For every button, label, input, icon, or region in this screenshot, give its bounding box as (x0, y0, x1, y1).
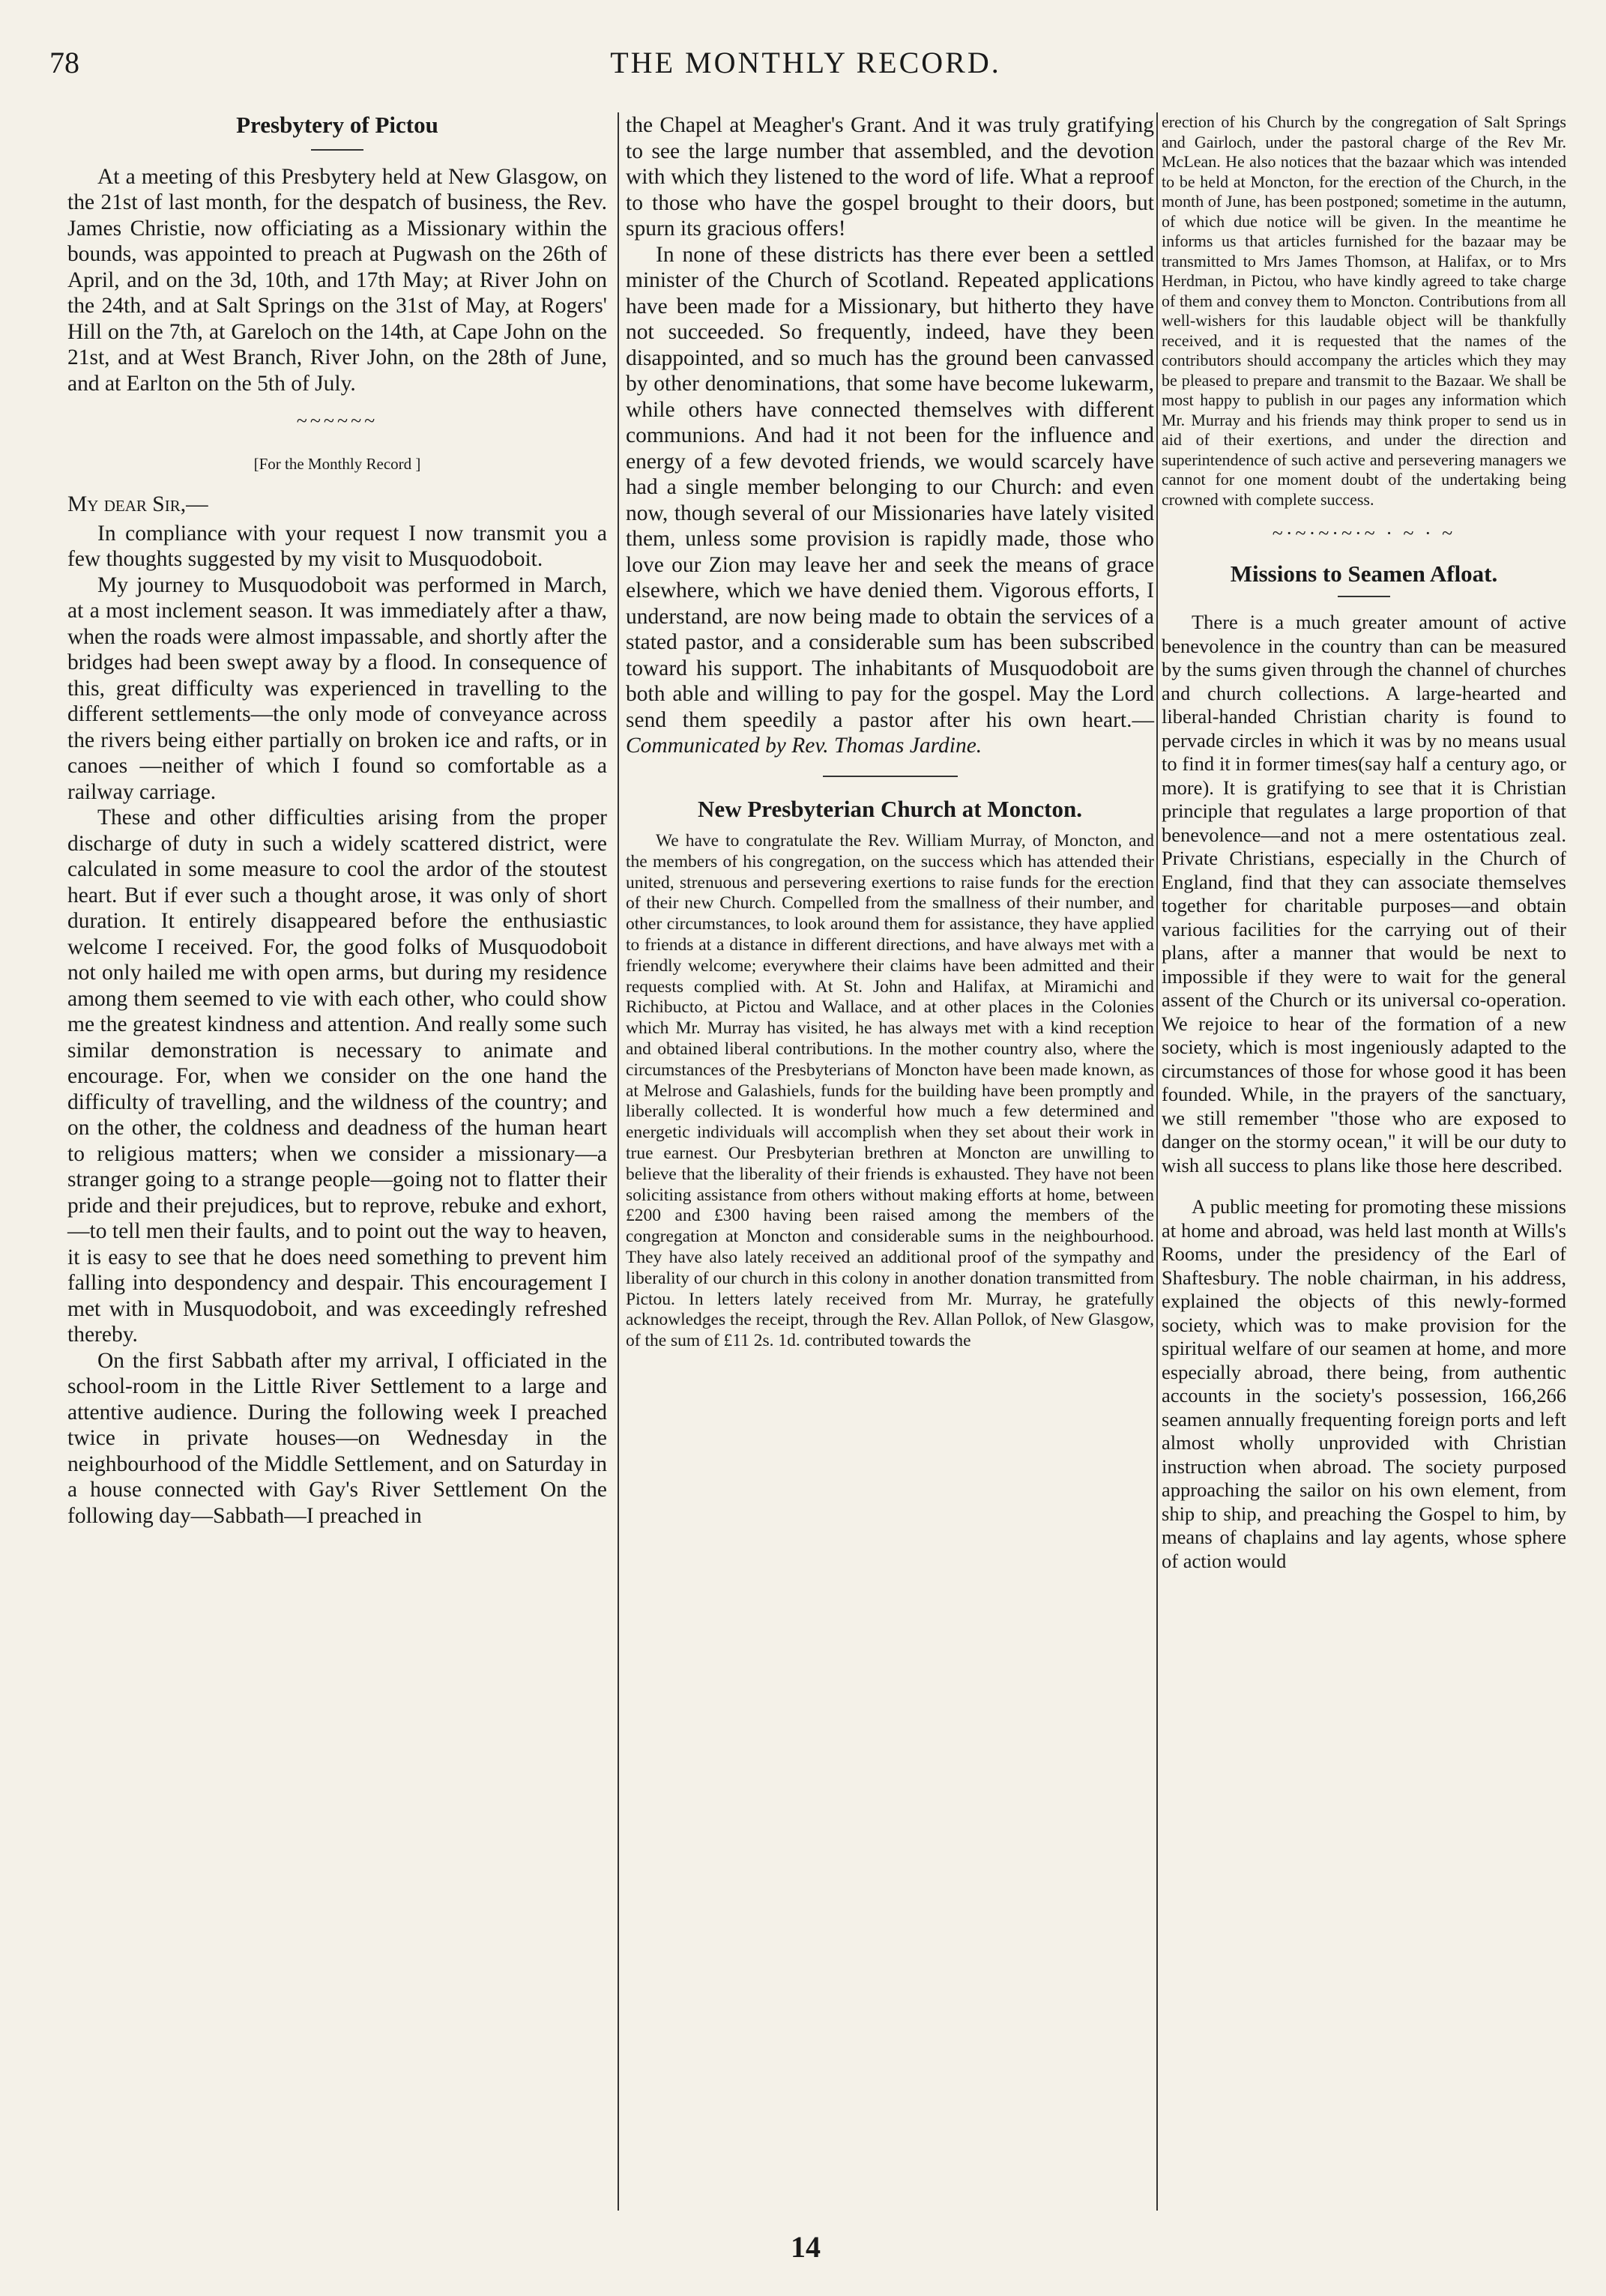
bazaar-paragraph: erection of his Church by the congregation of Salt Springs and Gairloch, under the pastoral charge of the Rev Mr. McLean. He also notices that the bazaar which was intended to be held at Moncton, for the erection of the Church, in the month of June, has been postponed; sometime in the autumn, of which due notice will be given. In the meantime he informs us that articles furnished for the bazaar may be transmitted to Mrs James Thomson, at Halifax, or to Mrs Herdman, in Pictou, who have kindly agreed to take charge of them and convey them to Moncton. Contributions from all well-wishers for this laudable object will be thankfully received, and it is requested that the names of the contributors should accompany the articles which they may be pleased to prepare and transmit to the Bazaar. We shall be most happy to publish in our pages any information which Mr. Murray and his friends may think proper to send us in aid of their exertions, and under the direction and superintendence of such active and persevering managers we cannot for one moment doubt of the undertaking being crowned with complete success. (1162, 112, 1566, 509)
newspaper-page (45, 30, 1566, 2263)
section-ornament-2: ~·~·~·~·~ · ~ · ~ (1272, 522, 1456, 544)
page-header (45, 45, 1566, 90)
running-title: THE MONTHLY RECORD. (610, 46, 1001, 79)
seamen-paragraph-1: There is a much greater amount of active benevolence in the country than can be measured by the sums given through the channel of churches and church collections. A large-hearted and liberal-handed Christian charity is found to pervade circles in which it was by no means usual to find it in former times(say half a century ago, or more). It is gratifying to see that it is Christian principle that regulates a large proportion of that benevolence—and not a mere ostentatious zeal. Private Christians, especially in the Church of England, find that they can associate themselves together for charitable purposes—and obtain various facilities for the carrying out of their plans, after a manner that would be next to impossible if they were to wait for the general assent of the Church or its universal co-operation. We rejoice to hear of the formation of a new society, which is most ingeniously adapted to the circumstances of those for whose good it has been founded. While, in the prayers of the sanctuary, we still remember "those who are exposed to danger on the stormy ocean," it will be our duty to wish all success to plans like those here described. (1162, 611, 1566, 1176)
for-monthly-record-note: [For the Monthly Record ] (253, 454, 421, 473)
column-rule-left (618, 112, 619, 2211)
letter-paragraph-4: On the first Sabbath after my arrival, I officiated in the school-room in the Little River Settlement to a large and attentive audience. During the following week I preached twice in private houses—on Wednesday in the neighbourhood of the Middle Settlement, and on Saturday in a house connected with Gay's River Settlement On the following day—Sabbath—I preached in (67, 1348, 607, 1528)
spacer (1162, 1177, 1566, 1195)
heading-dash (311, 149, 363, 151)
signature-number: 14 (791, 2230, 821, 2264)
presbytery-paragraph: At a meeting of this Presbytery held at New Glasgow, on the 21st of last month, for the despatch of business, the Rev. James Christie, now officiating as a Missionary within the bounds, was appointed to preach at Pugwash on the 26th of April, and on the 3d, 10th, and 17th May; at River John on the 24th, and at Salt Springs on the 31st of May, at Rogers' Hill on the 7th, at Gareloch on the 14th, at Cape John on the 21st, and at West Branch, River John, on the 28th of June, and at Earlton on the 5th of July. (67, 164, 607, 396)
column-rule-right (1156, 112, 1158, 2211)
section-ornament: ~~~~~~ (296, 410, 378, 432)
letter-paragraph-3: These and other difficulties arising from the proper discharge of duty in such a widely scattered district, were calculated in some measure to cool the ardor of the stoutest heart. But if ever such a thought arose, it was only of short duration. It entirely disappeared before the enthusiastic welcome I received. For, the good folks of Musquodoboit not only hailed me with open arms, but during my residence among them seemed to vie with each other, who could show me the greatest kindness and attention. And really some such similar demonstration is necessary to animate and encourage. For, when we consider on the one hand the difficulty of travelling, and the wildness of the country; and on the other, the coldness and deadness of the human heart to religious matters; when we consider a missionary—a stranger going to a strange people—going not to flatter their pride and their prejudices, but to reprove, rebuke and exhort,—to tell men their faults, and to point out the way to heaven, it is easy to see that he does need something to prevent him falling into despondency and despair. This encouragement I met with in Musquodoboit, and was exceedingly refreshed thereby. (67, 806, 607, 1347)
moncton-paragraph: We have to congratulate the Rev. William Murray, of Moncton, and the members of his congregation, on the success which has attended their united, strenuous and persevering exertions to raise funds for the erection of their new Church. Compelled from the smallness of their number, and other circumstances, to look around them for assistance, they have applied to friends at a distance in different directions, and have always met with a friendly welcome; everywhere their claims have been admitted and their requests complied with. At St. John and Halifax, at Miramichi and Richibucto, at Pictou and Wallace, and at other places in the Colonies which Mr. Murray has visited, he has always met with a kind reception and obtained liberal contributions. In the mother country also, where the circumstances of the Presbyterians of Moncton have been made known, as at Melrose and Galashiels, funds for the building have been promptly and liberally collected. It is wonderful how much a few determined and energetic individuals will accomplish when they set about their work in true earnest. Our Presbyterian brethren at Moncton are unwilling to believe that the liberality of their friends is exhausted. They have not been soliciting assistance from others without making efforts at home, between £200 and £300 having been raised among the members of the congregation at Moncton and considerable sums in the neighbourhood. They have also lately received an additional proof of the sympathy and liberality of our church in this colony in another donation transmitted from Pictou. In letters lately received from Mr. Murray, he gratefully acknowledges the receipt, through the Rev. Allan Pollok, of New Glasgow, of the sum of £11 2s. 1d. contributed towards the (626, 831, 1154, 1351)
column-3 (1162, 112, 1566, 1573)
letter-salutation: My dear Sir,— (67, 492, 208, 516)
page-number: 78 (49, 46, 79, 79)
letter-paragraph-1: In compliance with your request I now transmit you a few thoughts suggested by my visit to Musquodoboit. (67, 521, 607, 571)
districts-text: In none of these districts has there ever been a settled minister of the Church of Scotland. Repeated applications have been made for a Missionary, but hitherto they have not succeeded. So frequently, indeed, have they been disappointed, and so much has the ground been canvassed by other denominations, that some have become lukewarm, while others have connected themselves with different communions. And had it not been for the influence and energy of a few devoted friends, we would scarcely have had a single member belonging to our Church: and even now, though several of our Missionaries have lately visited them, unless some provision is rapidly made, those who love our Zion may leave her and seek the means of grace elsewhere, which we have denied them. Vigorous efforts, I understand, are now being made to obtain the services of a stated pastor, and a considerable sum has been subscribed toward his support. The inhabitants of Musquodoboit are both able and willing to pay for the gospel. May the Lord send them speedily a pastor after his own heart.— (626, 242, 1154, 732)
column-1 (67, 112, 607, 1529)
districts-paragraph (626, 242, 1154, 759)
seamen-paragraph-2: A public meeting for promoting these missions at home and abroad, was held last month at Wills's Rooms, under the presidency of the Earl of Shaftesbury. The noble chairman, in his address, explained the objects of this newly-formed society, which was to make provision for the spiritual welfare of our seamen at home, and more especially abroad, there being, from authentic accounts in the society's possession, 166,266 seamen annually frequenting foreign ports and left almost wholly unprovided with Christian instruction when abroad. The society purposed approaching the sailor on his own element, from ship to ship, and preaching the Gospel to him, by means of chaplains and lay agents, whose sphere of action would (1162, 1195, 1566, 1572)
continued-paragraph: the Chapel at Meagher's Grant. And it was truly gratifying to see the large number that assembled, and the devotion with which they listened to the word of life. What a reproof to those who have the gospel brought to their doors, but spurn its gracious offers! (626, 113, 1154, 241)
heading-dash-2 (1338, 596, 1390, 597)
communicated-signature: Communicated by Rev. Thomas Jardine. (626, 734, 982, 758)
seamen-heading: Missions to Seamen Afloat. (1230, 560, 1498, 587)
presbytery-heading: Presbytery of Pictou (236, 112, 438, 138)
section-rule (823, 776, 958, 777)
letter-paragraph-2: My journey to Musquodoboit was performed in March, at a most inclement season. It was immediately after a thaw, when the roads were almost impassable, and shortly after the bridges had been swept away by a flood. In consequence of this, great difficulty was experienced in travelling to the different settlements—the only mode of conveyance across the rivers being either partially on broken ice and rafts, or in canoes —neither of which I found so comfortable as a railway carriage. (67, 573, 607, 804)
column-2 (626, 112, 1154, 1352)
moncton-heading: New Presbyterian Church at Moncton. (698, 795, 1082, 822)
